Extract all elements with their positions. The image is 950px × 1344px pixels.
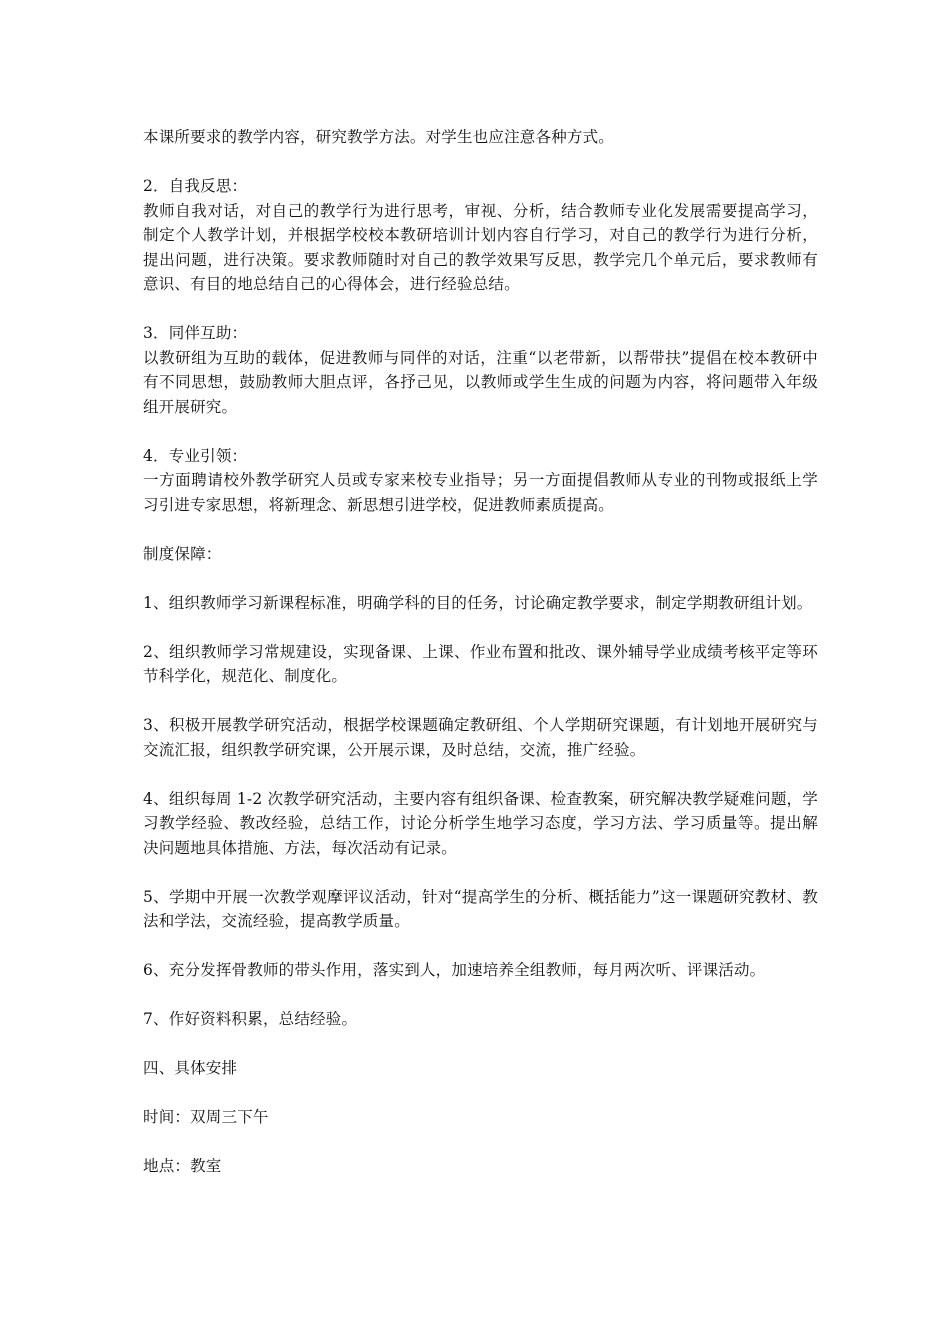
rule-item-4: 4、组织每周 1-2 次教学研究活动，主要内容有组织备课、检查教案，研究解决教学疑难问题，学习教学经验、教改经验，总结工作，讨论分析学生地学习态度，学习方法、学习质量等。提出解决问题地具体措施、方法，每次活动有记录。 — [143, 789, 818, 857]
heading-system-guarantee: 制度保障： — [143, 544, 222, 563]
rule-item-6: 6、充分发挥骨教师的带头作用，落实到人，加速培养全组教师，每月两次听、评课活动。 — [143, 961, 766, 979]
rule-item-3: 3、积极开展教学研究活动，根据学校课题确定教研组、个人学期研究课题，有计划地开展研究与交流汇报，组织教学研究课，公开展示课，及时总结，交流，推广经验。 — [143, 716, 818, 759]
heading-peer-support: 3．同伴互助： — [143, 324, 248, 342]
heading-specific-arrangement: 四、具体安排 — [143, 1059, 238, 1077]
paragraph-professional-guidance: 一方面聘请校外教学研究人员或专家来校专业指导；另一方面提倡教师从专业的刊物或报纸上学习引进专家思想，将新理念、新思想引进学校，促进教师素质提高。 — [143, 471, 818, 514]
rule-item-1: 1、组织教师学习新课程标准，明确学科的目的任务，讨论确定教学要求，制定学期教研组计划。 — [143, 593, 813, 612]
heading-professional-guidance: 4．专业引领： — [143, 446, 248, 465]
paragraph-intro: 本课所要求的教学内容，研究教学方法。对学生也应注意各种方式。 — [143, 128, 615, 146]
arrangement-place: 地点：教室 — [143, 1157, 222, 1175]
heading-self-reflection: 2．自我反思： — [143, 177, 248, 195]
rule-item-7: 7、作好资料积累，总结经验。 — [143, 1010, 358, 1028]
arrangement-time: 时间：双周三下午 — [143, 1108, 269, 1126]
paragraph-self-reflection: 教师自我对话，对自己的教学行为进行思考，审视、分析，结合教师专业化发展需要提高学习，制定个人教学计划，并根据学校校本教研培训计划内容自行学习，对自己的教学行为进行分析，提出问题，进行决策。要求教师随时对自己的教学效果写反思，教学完几个单元后，要求教师有意识、有目的地总结自己的心得体会，进行经验总结。 — [143, 201, 818, 293]
document-body — [143, 125, 818, 1203]
rule-item-5: 5、学期中开展一次教学观摩评议活动，针对“提高学生的分析、概括能力”这一课题研究教材、教法和学法，交流经验，提高教学质量。 — [143, 887, 818, 930]
rule-item-2: 2、组织教师学习常规建设，实现备课、上课、作业布置和批改、课外辅导学业成绩考核平定等环节科学化，规范化、制度化。 — [143, 642, 818, 685]
paragraph-peer-support: 以教研组为互助的载体，促进教师与同伴的对话，注重“以老带新，以帮带扶”提倡在校本教研中有不同思想，鼓励教师大胆点评，各抒己见，以教师或学生生成的问题为内容，将问题带入年级组开展研究。 — [143, 348, 818, 416]
